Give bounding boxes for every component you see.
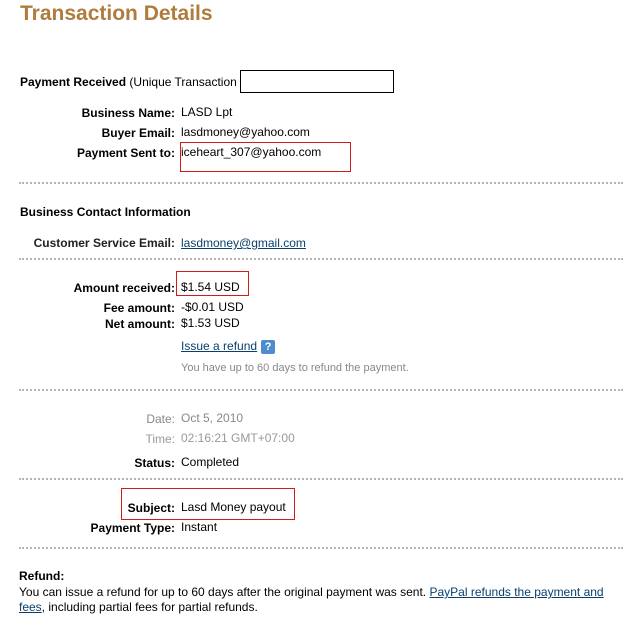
issue-refund-row <box>181 339 275 354</box>
amount-received-value: $1.54 USD <box>181 280 240 294</box>
payment-sent-label: Payment Sent to: <box>76 146 175 160</box>
page-title: Transaction Details <box>20 2 213 25</box>
section-separator <box>19 547 623 549</box>
net-amount-value: $1.53 USD <box>181 316 240 330</box>
payment-received-title: Payment Received <box>20 75 127 89</box>
subject-highlight-box <box>121 488 295 520</box>
refund-header: Refund: <box>19 569 65 583</box>
date-label: Date: <box>146 412 175 426</box>
payment-received-header <box>20 75 237 89</box>
section-separator <box>19 478 623 480</box>
help-icon[interactable]: ? <box>261 340 275 354</box>
amount-highlight-box <box>176 271 249 296</box>
refund-text-after: , including partial fees for partial refunds. <box>41 600 258 614</box>
section-separator <box>19 389 623 391</box>
refund-text-before: You can issue a refund for up to 60 days after the original payment was sent. <box>19 585 430 599</box>
fee-amount-label: Fee amount: <box>103 301 175 315</box>
payment-type-label: Payment Type: <box>90 521 175 535</box>
status-label: Status: <box>134 456 175 470</box>
business-name-value: LASD Lpt <box>181 105 233 119</box>
buyer-email-value: lasdmoney@yahoo.com <box>181 125 310 139</box>
issue-refund-link[interactable]: Issue a refund <box>181 339 258 353</box>
unique-transaction-label: (Unique Transaction <box>129 75 237 89</box>
business-contact-header: Business Contact Information <box>20 205 191 219</box>
amount-received-label: Amount received: <box>73 281 175 295</box>
payment-sent-highlight-box <box>180 142 351 172</box>
time-value: 02:16:21 GMT+07:00 <box>181 431 295 445</box>
section-separator <box>19 258 623 260</box>
time-label: Time: <box>145 432 175 446</box>
cs-email-label: Customer Service Email: <box>33 236 175 250</box>
net-amount-label: Net amount: <box>105 317 175 331</box>
payment-sent-value: iceheart_307@yahoo.com <box>181 145 322 159</box>
business-name-label: Business Name: <box>81 106 175 120</box>
refund-policy-link[interactable]: PayPal refunds the payment and fees <box>19 585 604 614</box>
buyer-email-label: Buyer Email: <box>101 126 175 140</box>
cs-email-link[interactable]: lasdmoney@gmail.com <box>181 236 306 250</box>
refund-window-note: You have up to 60 days to refund the payment. <box>181 362 409 374</box>
status-value: Completed <box>181 455 240 469</box>
date-value: Oct 5, 2010 <box>181 411 244 425</box>
transaction-id-redaction-box <box>240 70 394 93</box>
fee-amount-value: -$0.01 USD <box>181 300 244 314</box>
subject-label: Subject: <box>127 501 175 515</box>
section-separator <box>19 182 623 184</box>
payment-type-value: Instant <box>181 520 218 534</box>
subject-value: Lasd Money payout <box>181 500 286 514</box>
refund-text <box>19 585 623 615</box>
